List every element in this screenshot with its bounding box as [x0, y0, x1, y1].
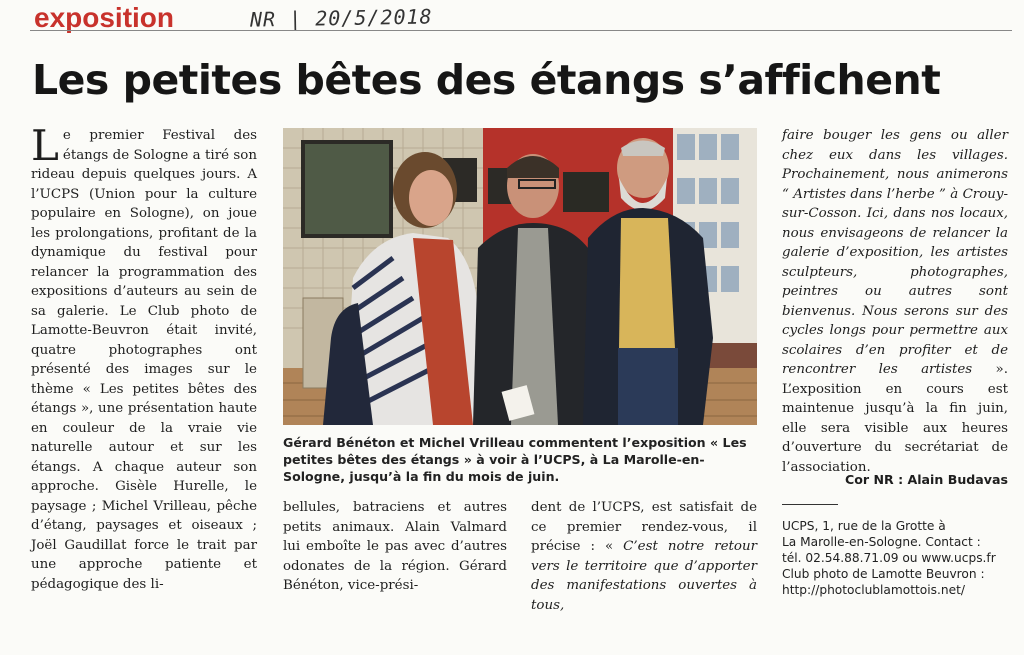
column-4-text: ». L’exposition en cours est maintenue jusqu’à la fin juin, elle sera visible aux heures d’ouverture du secrétariat de l’association. [782, 362, 1008, 475]
article-column-1 [31, 121, 257, 594]
article-column-3 [531, 498, 757, 615]
info-line: http://photoclublamottois.net/ [782, 583, 965, 597]
column-4-quote: faire bouger les gens ou aller chez eux dans les villages. Prochainement, nous animerons “ Artistes dans l’herbe ” à Crouy-sur-Cosson. Ici, dans nos locaux, nous envisageons de relancer la galerie d’exposition, les artistes sculpteurs, photographes, peintres ou autres sont bienvenus. Nous serons sur des cycles longs pour permettre aux scolaires d’en profiter et de rencontrer les artistes [782, 128, 1008, 377]
info-line: La Marolle-en-Sologne. Contact : [782, 535, 981, 549]
info-line: Club photo de Lamotte Beuvron : [782, 567, 985, 581]
article-headline: Les petites bêtes des étangs s’affichent [32, 56, 941, 104]
column-3-text: dent de l’UCPS, est satisfait de ce premier rendez-vous, il précise : « [531, 500, 757, 554]
column-1-text: e premier Festival des étangs de Sologne a tiré son rideau depuis quelques jours. A l’UCPS (Union pour la culture populaire en Sologne), on joue les prolongations, profitant de la dynamique du festival pour relancer la programmation des expositions d’auteurs au sein de sa galerie. Le Club photo de Lamotte-Beuvron était invité, quatre photographes ont présenté des images sur le thème « Les petites bêtes des étangs », une présentation haute en couleur de la vraie vie naturelle autour et sur les étangs. A chaque auteur son approche. Gisèle Hurelle, le paysage ; Michel Vrilleau, pêche d’étang, paysages et oiseaux ; Joël Gaudillat force le trait par une approche patiente et pédagogique des li- [31, 128, 257, 592]
photo-caption: Gérard Bénéton et Michel Vrilleau commentent l’exposition « Les petites bêtes des étangs » à voir à l’UCPS, à La Marolle-en-Sologne, jusqu’à la fin du mois de juin. [283, 435, 747, 484]
info-box [782, 518, 1014, 598]
byline: Cor NR : Alain Budavas [844, 472, 1008, 487]
info-line: tél. 02.54.88.71.09 ou www.ucps.fr [782, 551, 996, 565]
column-2-text: bellules, batraciens et autres petits animaux. Alain Valmard lui emboîte le pas avec d’autres odonates de la région. Gérard Bénéton, vice-prési- [283, 500, 507, 593]
section-rubric: exposition [34, 2, 175, 33]
article-column-2 [283, 498, 507, 596]
photo-illustration [283, 128, 757, 425]
info-line: UCPS, 1, rue de la Grotte à [782, 519, 946, 533]
drop-cap: L [31, 121, 59, 170]
article-photo [283, 128, 757, 425]
column-3-quote: C’est notre retour vers le territoire que d’apporter des manifestations ouvertes à tous, [531, 539, 757, 613]
info-rule [782, 504, 838, 505]
article-column-4 [782, 126, 1008, 477]
header-rule [30, 30, 1012, 31]
handwritten-date-note: NR | 20/5/2018 [249, 4, 433, 32]
